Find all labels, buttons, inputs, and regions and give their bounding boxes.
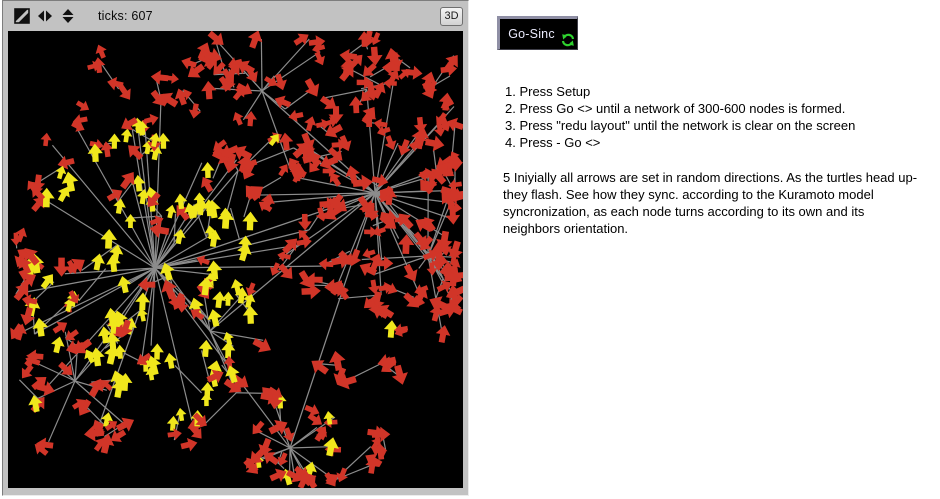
forever-loop-icon bbox=[561, 33, 575, 47]
world-view-canvas[interactable] bbox=[8, 31, 463, 488]
instruction-steps bbox=[505, 83, 929, 151]
instruction-step-1: 1. Press Setup bbox=[505, 84, 591, 99]
vertical-size-icon[interactable] bbox=[60, 8, 76, 24]
horizontal-size-icon[interactable] bbox=[37, 8, 53, 24]
view-3d-button[interactable]: 3D bbox=[440, 7, 463, 26]
instructions-text bbox=[505, 83, 929, 237]
instruction-step-4: 4. Press - Go <> bbox=[505, 135, 601, 150]
ticks-counter: ticks: 607 bbox=[98, 9, 153, 23]
go-sinc-button[interactable] bbox=[497, 16, 578, 50]
instruction-step-2: 2. Press Go <> until a network of 300-600 nodes is formed. bbox=[505, 101, 846, 116]
netlogo-view-widget bbox=[2, 0, 469, 496]
instruction-step-3: 3. Press "redu layout" until the network is clear on the screen bbox=[505, 118, 856, 133]
view-toolbar bbox=[3, 1, 468, 31]
go-sinc-label: Go-Sinc bbox=[508, 27, 555, 41]
instruction-note: 5 Iniyially all arrows are set in random directions. As the turtles head up- they flash. See how they sync. according to the Kuramoto model syncronization, as each node turns according to its own and its neighbors orientation. bbox=[503, 170, 918, 236]
resize-view-icon[interactable] bbox=[14, 8, 30, 24]
